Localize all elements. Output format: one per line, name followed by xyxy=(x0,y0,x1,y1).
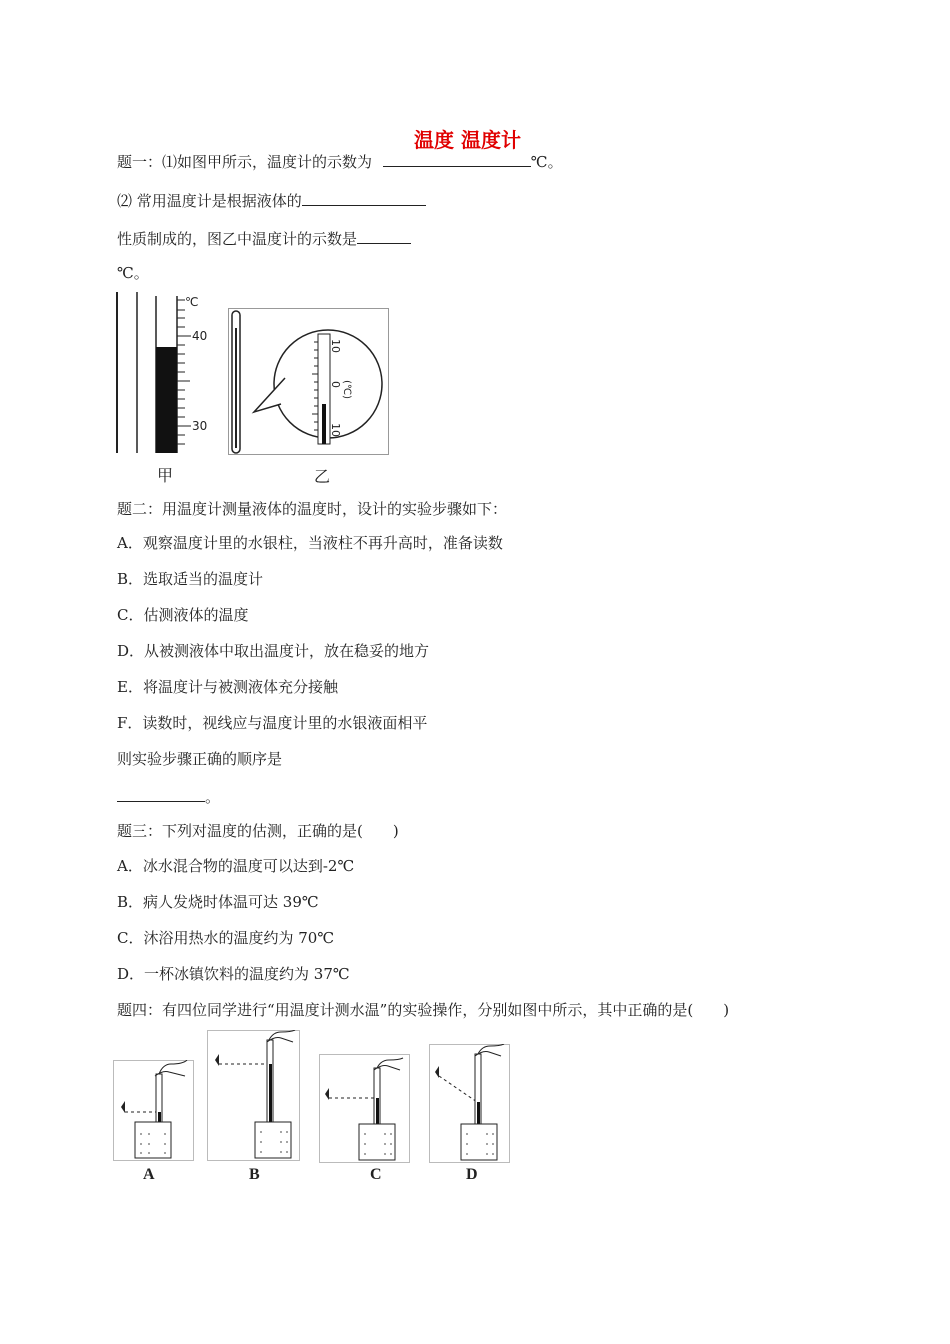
yi-tick-zero: 0 xyxy=(329,381,342,388)
experiment-figure-b xyxy=(207,1030,301,1162)
q1-part1-text: 题一：⑴如图甲所示，温度计的示数为 xyxy=(117,153,373,171)
jia-tick-30: 30 xyxy=(192,419,208,433)
q2-answer-blank[interactable] xyxy=(117,787,205,802)
q1-line4: ℃。 xyxy=(117,264,149,282)
yi-tick-top: 10 xyxy=(329,339,342,353)
experiment-figure-d xyxy=(429,1044,511,1164)
label-c: C xyxy=(370,1166,382,1183)
q2-answer-suffix: 。 xyxy=(205,788,221,806)
jia-tick-40: 40 xyxy=(192,329,208,343)
q2-option-e: E．将温度计与被测液体充分接触 xyxy=(117,678,338,696)
q2-option-d: D．从被测液体中取出温度计，放在稳妥的地方 xyxy=(117,642,430,660)
caption-jia: 甲 xyxy=(157,466,174,485)
q2-intro: 题二：用温度计测量液体的温度时，设计的实验步骤如下： xyxy=(117,500,508,518)
yi-unit-label: (℃) xyxy=(341,380,352,400)
label-d: D xyxy=(466,1166,478,1183)
q4-intro: 题四：有四位同学进行“用温度计测水温”的实验操作，分别如图中所示，其中正确的是( ) xyxy=(117,1001,730,1019)
thermometer-yi-figure xyxy=(228,308,390,458)
q1-line2 xyxy=(117,190,426,211)
q1-answer-blank-1[interactable] xyxy=(383,152,531,167)
q3-option-c: C．沐浴用热水的温度约为 70℃ xyxy=(117,929,335,947)
q1-answer-blank-2[interactable] xyxy=(302,191,426,206)
yi-tick-bottom: 10 xyxy=(329,423,342,437)
page-title: 温度 温度计 xyxy=(414,128,521,152)
experiment-figure-a xyxy=(113,1060,195,1162)
q1-line3 xyxy=(117,228,411,249)
q2-prompt: 则实验步骤正确的顺序是 xyxy=(117,750,283,768)
caption-yi: 乙 xyxy=(314,467,331,486)
q1-line1 xyxy=(117,151,563,172)
q2-option-b: B．选取适当的温度计 xyxy=(117,570,264,588)
label-b: B xyxy=(249,1166,260,1183)
q2-option-c: C．估测液体的温度 xyxy=(117,606,249,624)
q3-option-b: B．病人发烧时体温可达 39℃ xyxy=(117,893,319,911)
q3-intro: 题三：下列对温度的估测，正确的是( ) xyxy=(117,822,399,840)
thermometer-jia-figure xyxy=(115,290,227,460)
q3-option-a: A．冰水混合物的温度可以达到-2℃ xyxy=(117,857,355,875)
jia-unit-label: ℃ xyxy=(185,295,199,309)
label-a: A xyxy=(143,1166,155,1183)
q2-answer-line xyxy=(117,786,220,807)
q1-part1-suffix: ℃。 xyxy=(530,153,563,171)
q1-answer-blank-3[interactable] xyxy=(357,229,411,244)
q3-option-d: D．一杯冰镇饮料的温度约为 37℃ xyxy=(117,965,350,983)
q2-option-a: A．观察温度计里的水银柱，当液柱不再升高时，准备读数 xyxy=(117,534,503,552)
q1-part2-text: ⑵ 常用温度计是根据液体的 xyxy=(117,192,302,210)
q1-part2-text-2: 性质制成的，图乙中温度计的示数是 xyxy=(117,230,358,248)
q2-option-f: F．读数时，视线应与温度计里的水银液面相平 xyxy=(117,714,428,732)
experiment-figure-c xyxy=(319,1054,411,1164)
